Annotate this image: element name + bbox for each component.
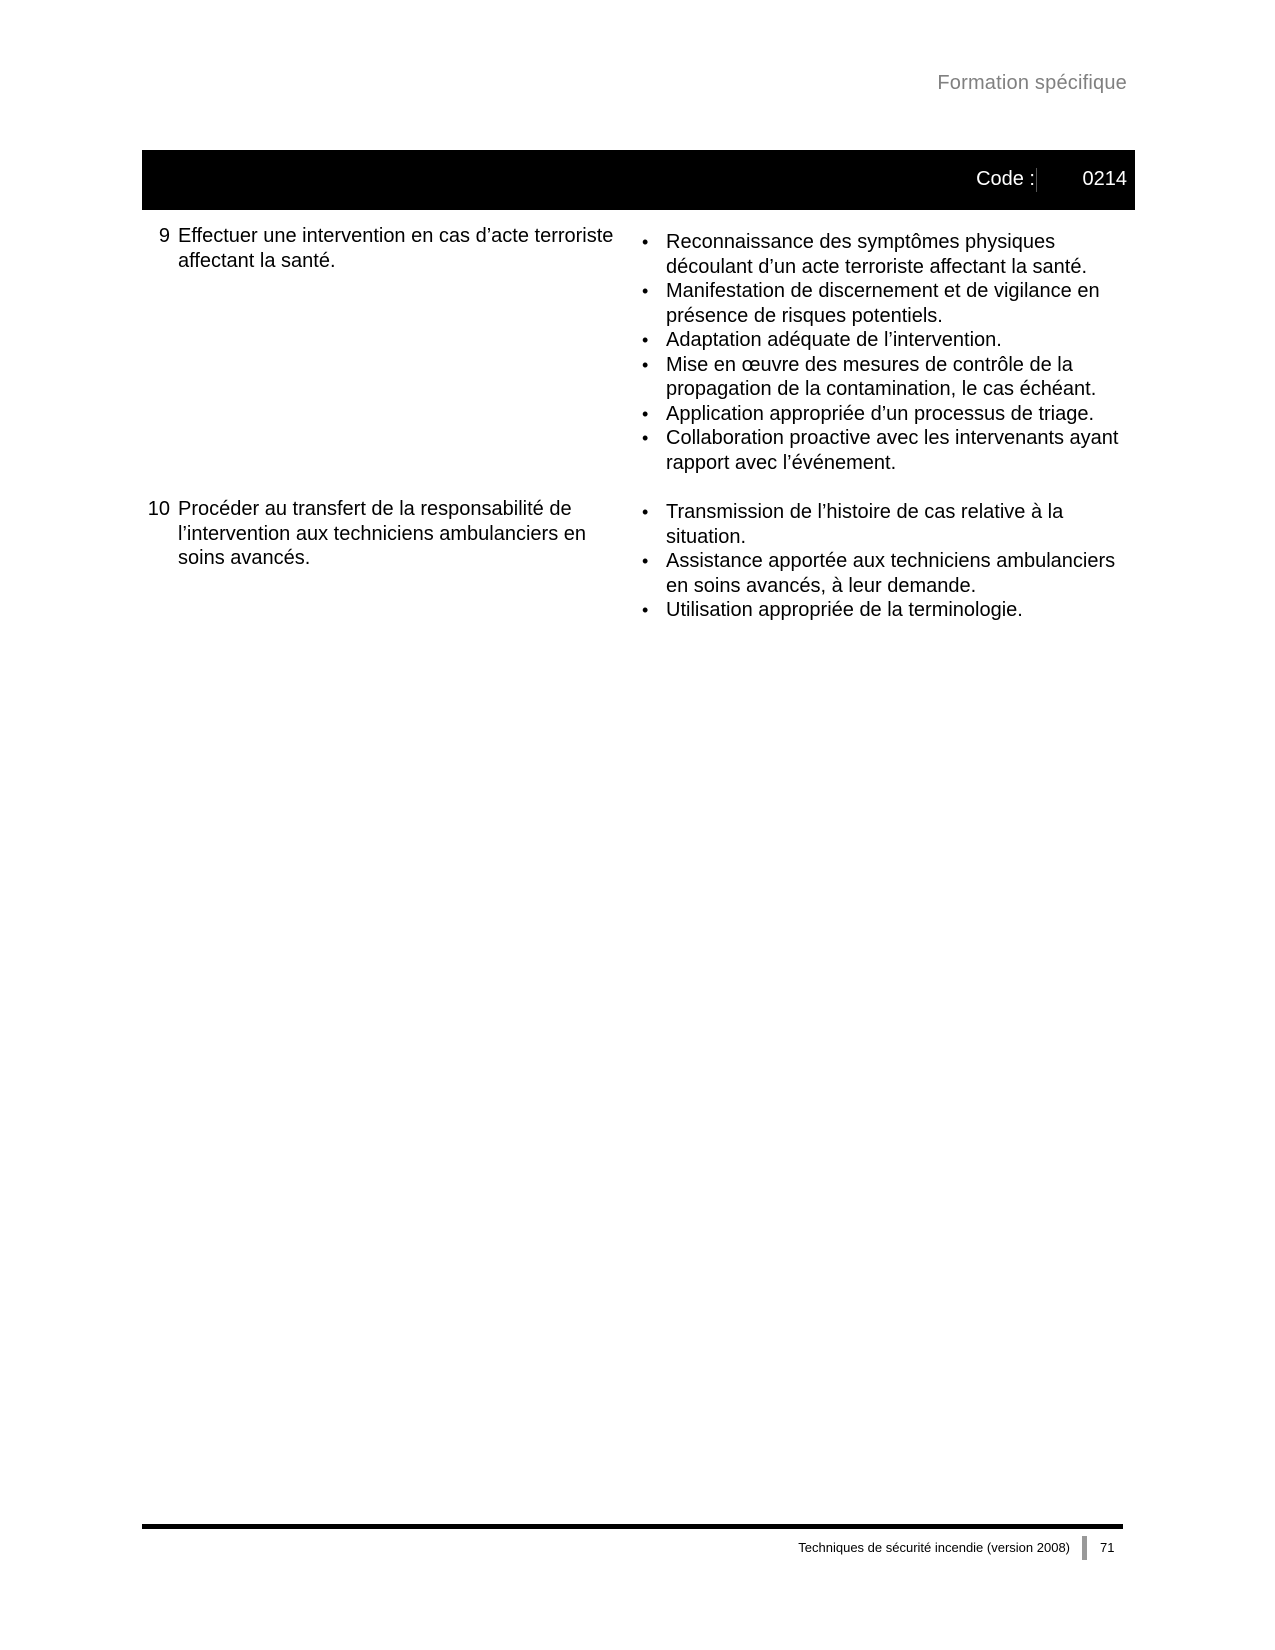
bullet-icon: • <box>642 330 649 350</box>
criterion-text: Assistance apportée aux techniciens ambulanciers en soins avancés, à leur demande. <box>666 550 1116 597</box>
bullet-icon: • <box>642 403 649 424</box>
row-statement: Procéder au transfert de la responsabilité de l’intervention aux techniciens ambulanciers en soins avancés. <box>178 498 587 569</box>
code-separator <box>1036 168 1037 192</box>
criterion-text: Mise en œuvre des mesures de contrôle de la propagation de la contamination, le cas échéant. <box>666 353 1097 400</box>
code-bar <box>142 150 1135 210</box>
criteria-list <box>642 230 1132 475</box>
footer-rule <box>142 1524 1123 1529</box>
bullet-icon: • <box>642 502 649 522</box>
footer-divider <box>1082 1536 1087 1560</box>
list-item <box>642 598 1132 623</box>
list-item <box>642 402 1132 427</box>
bullet-icon: • <box>642 354 649 375</box>
criterion-text: Adaptation adéquate de l’intervention. <box>666 329 1002 351</box>
criterion-text: Reconnaissance des symptômes physiques découlant d’un acte terroriste affectant la santé. <box>666 231 1088 278</box>
criteria-list <box>642 500 1132 623</box>
bullet-icon: • <box>642 600 649 620</box>
bullet-icon: • <box>642 428 649 448</box>
code-value: 0214 <box>1082 168 1127 190</box>
list-item <box>642 328 1132 353</box>
page-number: 71 <box>1100 1540 1115 1555</box>
section-title: Formation spécifique <box>937 72 1127 94</box>
footer-document-title: Techniques de sécurité incendie (version 2008) <box>798 1540 1070 1555</box>
bullet-icon: • <box>642 551 649 571</box>
list-item <box>642 426 1132 475</box>
code-label: Code : <box>976 168 1035 190</box>
criterion-text: Application appropriée d’un processus de triage. <box>666 402 1095 425</box>
row-number: 9 <box>158 225 170 247</box>
bullet-icon: • <box>642 232 649 252</box>
criterion-text: Manifestation de discernement et de vigilance en présence de risques potentiels. <box>666 280 1100 327</box>
row-statement: Effectuer une intervention en cas d’acte terroriste affectant la santé. <box>178 225 614 272</box>
list-item <box>642 500 1132 549</box>
criterion-text: Transmission de l’histoire de cas relative à la situation. <box>666 501 1064 548</box>
criterion-text: Utilisation appropriée de la terminologie. <box>666 599 1023 621</box>
list-item <box>642 230 1132 279</box>
list-item <box>642 353 1132 402</box>
list-item <box>642 279 1132 328</box>
bullet-icon: • <box>642 281 649 301</box>
row-number: 10 <box>147 498 170 520</box>
criterion-text: Collaboration proactive avec les intervenants ayant rapport avec l’événement. <box>666 427 1119 474</box>
list-item <box>642 549 1132 598</box>
